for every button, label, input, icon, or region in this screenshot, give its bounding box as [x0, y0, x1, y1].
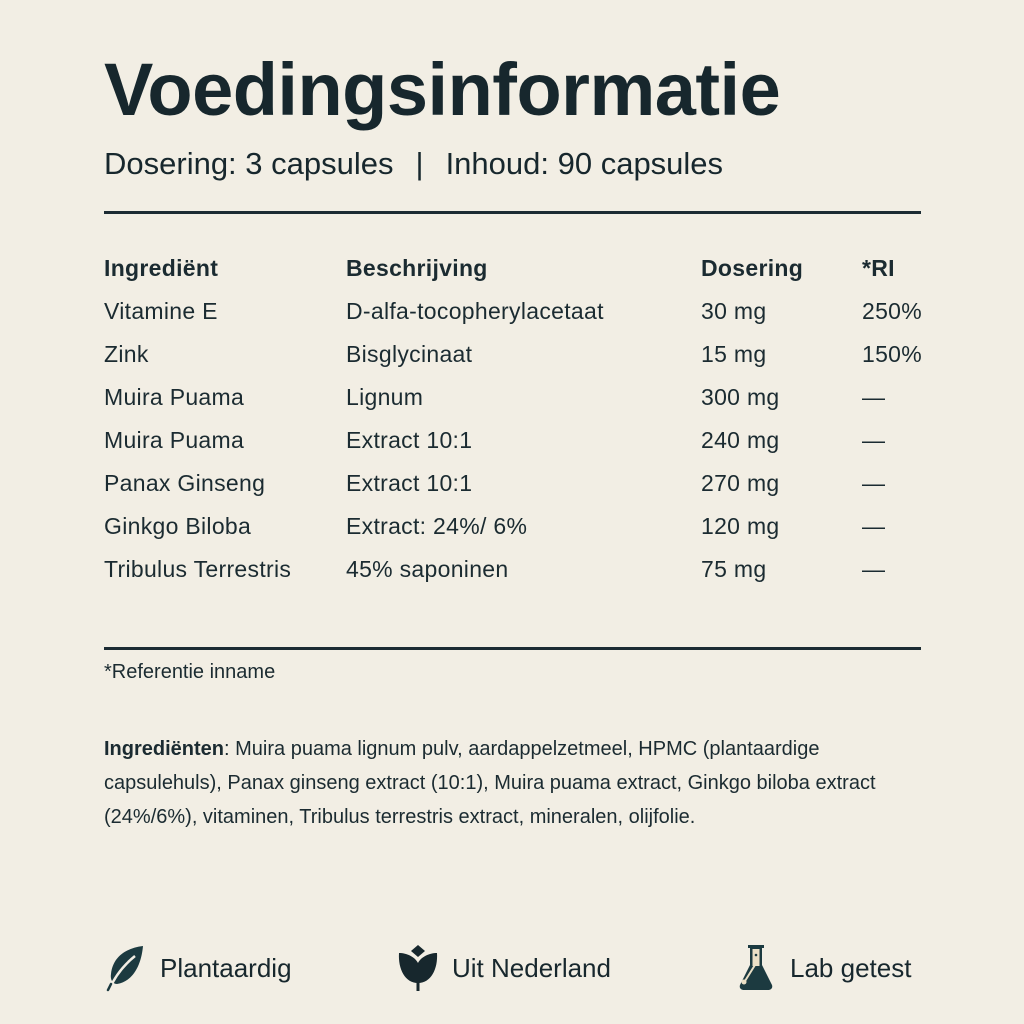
ingredient-cell: Tribulus Terrestris: [104, 556, 292, 582]
feature-uit-nederland: [396, 940, 611, 996]
description-cell: Extract: 24%/ 6%: [346, 513, 528, 539]
column-header-dose: Dosering: [701, 255, 804, 281]
table-row: [104, 462, 944, 505]
feature-plantaardig: [104, 940, 292, 996]
feature-label: Plantaardig: [160, 952, 292, 983]
column-header-description: Beschrijving: [346, 255, 488, 281]
divider-bottom: [104, 647, 921, 650]
description-cell: D-alfa-tocopherylacetaat: [346, 298, 604, 324]
feature-label: Lab getest: [790, 952, 912, 983]
ingredient-cell: Muira Puama: [104, 427, 245, 453]
column-header-ingredient: Ingrediënt: [104, 255, 219, 281]
dose-cell: 30 mg: [701, 298, 767, 324]
dosage-summary: [104, 144, 723, 184]
description-cell: 45% saponinen: [346, 556, 509, 582]
leaf-icon: [104, 943, 148, 993]
dose-cell: 300 mg: [701, 384, 780, 410]
table-row: [104, 548, 944, 591]
dosage-text: Dosering: 3 capsules: [104, 146, 394, 181]
feature-badges: [0, 940, 1024, 1000]
column-header-ri: *RI: [862, 255, 895, 281]
ingredient-cell: Ginkgo Biloba: [104, 513, 252, 539]
ri-cell: —: [862, 384, 886, 410]
table-row: [104, 376, 944, 419]
feature-lab-getest: [734, 940, 911, 996]
divider-top: [104, 211, 921, 214]
feature-label: Uit Nederland: [452, 952, 611, 983]
ingredient-cell: Vitamine E: [104, 298, 218, 324]
page-title: Voedingsinformatie: [104, 48, 781, 131]
table-row: [104, 419, 944, 462]
nutrition-table: [104, 248, 944, 591]
ingredients-text: : Muira puama lignum pulv, aardappelzetmeel, HPMC (plantaardige capsulehuls), Panax ginseng extract (10:1), Muira puama extract, Ginkgo biloba extract (24%/6%), vitaminen, Tribulus terrestris extract, mineralen, olijfolie.: [104, 738, 876, 828]
table-row: [104, 290, 944, 333]
ingredient-cell: Panax Ginseng: [104, 470, 266, 496]
ri-cell: —: [862, 470, 886, 496]
ri-cell: —: [862, 513, 886, 539]
dose-cell: 270 mg: [701, 470, 780, 496]
dose-cell: 120 mg: [701, 513, 780, 539]
ingredient-cell: Muira Puama: [104, 384, 245, 410]
table-header: [104, 248, 944, 288]
ingredients-label: Ingrediënten: [104, 738, 225, 760]
description-cell: Lignum: [346, 384, 424, 410]
dose-cell: 75 mg: [701, 556, 767, 582]
ri-cell: —: [862, 427, 886, 453]
table-row: [104, 505, 944, 548]
ingredient-cell: Zink: [104, 341, 149, 367]
content-text: Inhoud: 90 capsules: [445, 146, 724, 181]
flask-icon: [734, 943, 778, 993]
ingredients-list: [104, 732, 894, 834]
table-row: [104, 333, 944, 376]
dose-cell: 15 mg: [701, 341, 767, 367]
description-cell: Extract 10:1: [346, 470, 473, 496]
ri-cell: 250%: [862, 298, 923, 324]
tulip-icon: [396, 943, 440, 993]
description-cell: Bisglycinaat: [346, 341, 473, 367]
ri-cell: —: [862, 556, 886, 582]
footnote: *Referentie inname: [104, 661, 276, 683]
dose-cell: 240 mg: [701, 427, 780, 453]
separator: |: [415, 146, 424, 181]
ri-cell: 150%: [862, 341, 923, 367]
description-cell: Extract 10:1: [346, 427, 473, 453]
